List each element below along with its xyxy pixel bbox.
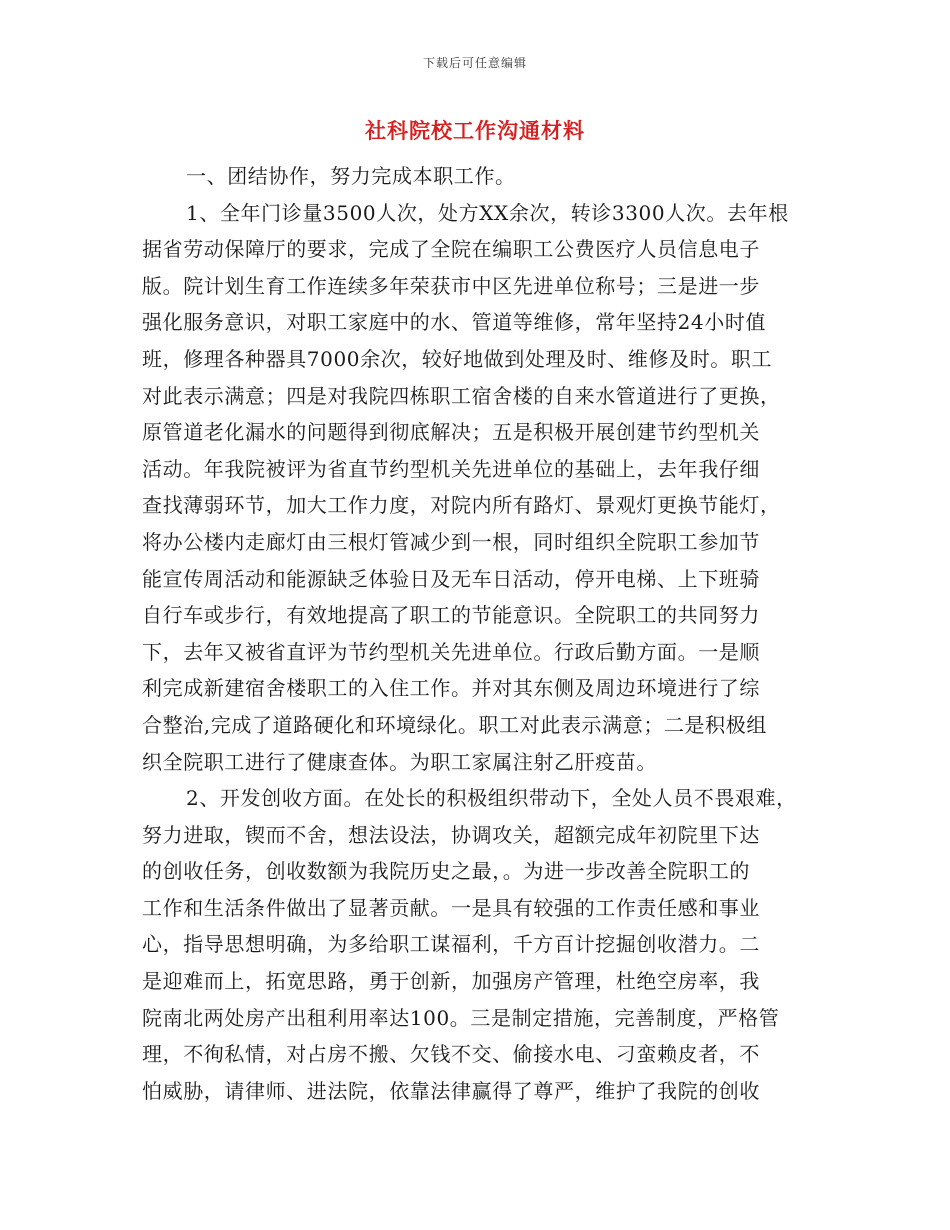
body-line: 1、全年门诊量3500人次，处方XX余次，转诊3300人次。去年根 (186, 200, 789, 225)
body-line: 能宣传周活动和能源缺乏体验日及无车日活动，停开电梯、上下班骑 (142, 566, 760, 591)
body-line: 的创收任务，创收数额为我院历史之最，。为进一步改善全院职工的 (142, 859, 750, 884)
body-line: 强化服务意识，对职工家庭中的水、管道等维修，常年坚持24小时值 (142, 310, 767, 335)
body-line: 原管道老化漏水的问题得到彻底解决；五是积极开展创建节约型机关 (142, 420, 760, 445)
body-line: 活动。年我院被评为省直节约型机关先进单位的基础上，去年我仔细 (142, 456, 760, 481)
body-line: 织全院职工进行了健康查体。为职工家属注射乙肝疫苗。 (142, 749, 657, 774)
body-line: 班，修理各种器具7000余次，较好地做到处理及时、维修及时。职工 (142, 346, 773, 371)
body-line: 理，不徇私情，对占房不搬、欠钱不交、偷接水电、刁蛮赖皮者，不 (142, 1042, 760, 1067)
body-line: 查找薄弱环节，加大工作力度，对院内所有路灯、景观灯更换节能灯， (142, 493, 781, 518)
body-line: 版。院计划生育工作连续多年荣获市中区先进单位称号；三是进一步 (142, 273, 760, 298)
body-line: 据省劳动保障厅的要求，完成了全院在编职工公费医疗人员信息电子 (142, 237, 760, 262)
body-line: 怕威胁，请律师、进法院，依靠法律赢得了尊严，维护了我院的创收 (142, 1078, 760, 1103)
header-note: 下载后可任意编辑 (422, 56, 527, 70)
body-line: 院南北两处房产出租利用率达100。三是制定措施，完善制度，严格管 (142, 1005, 780, 1030)
body-line: 工作和生活条件做出了显著贡献。一是具有较强的工作责任感和事业 (142, 895, 760, 920)
body-line: 努力进取，锲而不舍，想法设法，协调攻关，超额完成年初院里下达 (142, 822, 760, 847)
body-line: 是迎难而上，拓宽思路，勇于创新，加强房产管理，杜绝空房率，我 (142, 969, 760, 994)
body-line: 合整治,完成了道路硬化和环境绿化。职工对此表示满意；二是积极组 (142, 712, 767, 737)
body-line: 对此表示满意；四是对我院四栋职工宿舍楼的自来水管道进行了更换， (142, 383, 781, 408)
body-line: 自行车或步行，有效地提高了职工的节能意识。全院职工的共同努力 (142, 603, 760, 628)
body-line: 心，指导思想明确，为多给职工谋福利，千方百计挖掘创收潜力。二 (142, 932, 760, 957)
document-body (0, 158, 950, 1109)
body-line: 下，去年又被省直评为节约型机关先进单位。行政后勤方面。一是顺 (142, 639, 760, 664)
document-title: 社科院校工作沟通材料 (365, 118, 585, 143)
body-line: 2、开发创收方面。在处长的积极组织带动下，全处人员不畏艰难， (186, 786, 797, 811)
body-line: 将办公楼内走廊灯由三根灯管减少到一根，同时组织全院职工参加节 (142, 529, 760, 554)
body-line: 利完成新建宿舍楼职工的入住工作。并对其东侧及周边环境进行了综 (142, 676, 760, 701)
body-line: 一、团结协作，努力完成本职工作。 (186, 164, 516, 188)
